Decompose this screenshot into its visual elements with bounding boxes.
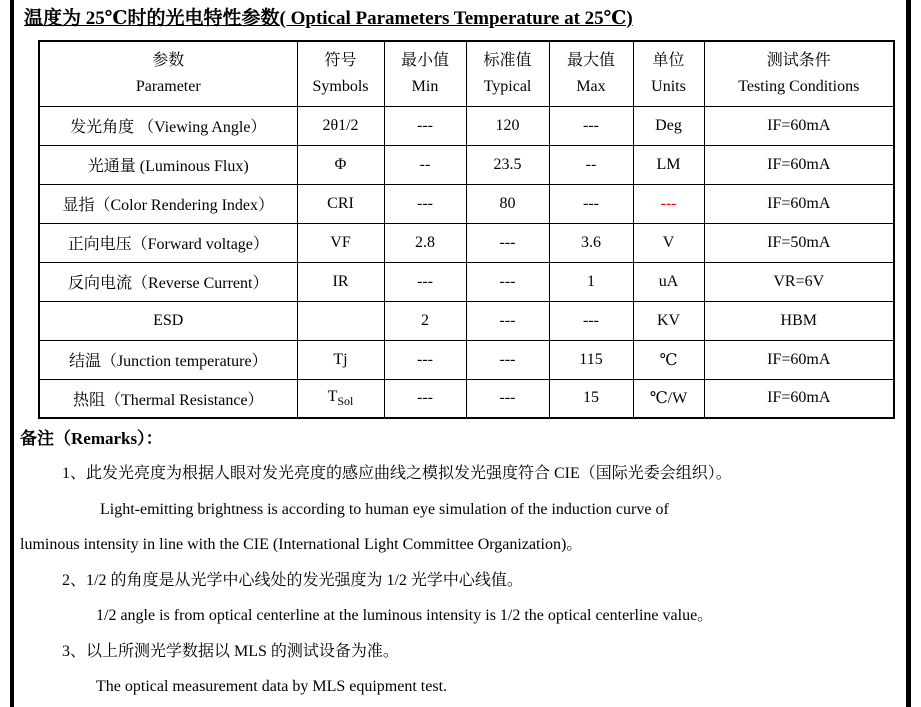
cell-symbol: VF <box>297 223 384 262</box>
column-header: 最小值 Min <box>384 41 466 106</box>
page-left-border <box>10 0 14 707</box>
table-row <box>39 301 894 340</box>
column-header: 参数 Parameter <box>39 41 297 106</box>
cell-symbol: IR <box>297 262 384 301</box>
cell-typical: --- <box>466 223 549 262</box>
remark-item-en: The optical measurement data by MLS equipment test. <box>96 678 448 695</box>
cell-typical: --- <box>466 340 549 379</box>
cell-units: Deg <box>633 106 704 145</box>
cell-units: uA <box>633 262 704 301</box>
remarks-heading: 备注（Remarks）： <box>20 429 163 448</box>
cell-conditions: HBM <box>704 301 894 340</box>
cell-symbol: Φ <box>297 145 384 184</box>
cell-typical: 80 <box>466 184 549 223</box>
cell-max: 15 <box>549 379 633 418</box>
column-header: 标准值 Typical <box>466 41 549 106</box>
remark-item-zh: 3、以上所测光学数据以 MLS 的测试设备为准。 <box>62 643 399 660</box>
cell-symbol: 2θ1/2 <box>297 106 384 145</box>
cell-min: 2 <box>384 301 466 340</box>
cell-max: --- <box>549 106 633 145</box>
cell-conditions: IF=60mA <box>704 184 894 223</box>
column-header: 单位 Units <box>633 41 704 106</box>
cell-symbol <box>297 301 384 340</box>
remark-item-en: luminous intensity in line with the CIE (International Light Committee Organization)。 <box>20 536 583 553</box>
cell-conditions: IF=60mA <box>704 379 894 418</box>
cell-parameter: 热阻（Thermal Resistance） <box>39 379 297 418</box>
page-title: 温度为 25℃时的光电特性参数( Optical Parameters Temperature at 25℃) <box>24 8 633 29</box>
cell-units: ℃ <box>633 340 704 379</box>
table-row <box>39 145 894 184</box>
remark-item-en: Light-emitting brightness is according to human eye simulation of the induction curve of <box>100 501 669 518</box>
table-header-row <box>39 41 894 106</box>
cell-units: ℃/W <box>633 379 704 418</box>
remark-item-en: 1/2 angle is from optical centerline at the luminous intensity is 1/2 the optical centerline value。 <box>96 607 714 624</box>
cell-typical: 120 <box>466 106 549 145</box>
cell-parameter: 光通量 (Luminous Flux) <box>39 145 297 184</box>
cell-parameter: 正向电压（Forward voltage） <box>39 223 297 262</box>
cell-min: --- <box>384 340 466 379</box>
cell-conditions: IF=50mA <box>704 223 894 262</box>
cell-units: KV <box>633 301 704 340</box>
cell-min: --- <box>384 379 466 418</box>
cell-symbol: $T_{Sol}$ <box>297 379 384 418</box>
cell-typical: --- <box>466 301 549 340</box>
cell-units: --- <box>633 184 704 223</box>
remark-item-zh: 2、1/2 的角度是从光学中心线处的发光强度为 1/2 光学中心线值。 <box>62 572 523 589</box>
table-row <box>39 262 894 301</box>
cell-max: --- <box>549 184 633 223</box>
column-header: 符号 Symbols <box>297 41 384 106</box>
column-header: 最大值 Max <box>549 41 633 106</box>
table-row <box>39 184 894 223</box>
table-body <box>39 106 894 418</box>
cell-parameter: 结温（Junction temperature） <box>39 340 297 379</box>
cell-parameter: 显指（Color Rendering Index） <box>39 184 297 223</box>
table-row <box>39 340 894 379</box>
cell-min: 2.8 <box>384 223 466 262</box>
cell-max: 1 <box>549 262 633 301</box>
page-right-border <box>906 0 911 707</box>
cell-min: --- <box>384 184 466 223</box>
table-row <box>39 223 894 262</box>
cell-max: -- <box>549 145 633 184</box>
cell-units: LM <box>633 145 704 184</box>
cell-conditions: IF=60mA <box>704 145 894 184</box>
cell-symbol: Tj <box>297 340 384 379</box>
cell-min: --- <box>384 262 466 301</box>
column-header: 测试条件 Testing Conditions <box>704 41 894 106</box>
remarks-list <box>20 463 900 698</box>
cell-conditions: IF=60mA <box>704 106 894 145</box>
cell-conditions: VR=6V <box>704 262 894 301</box>
cell-parameter: 反向电流（Reverse Current） <box>39 262 297 301</box>
cell-max: 115 <box>549 340 633 379</box>
table-row <box>39 106 894 145</box>
cell-units: V <box>633 223 704 262</box>
cell-max: 3.6 <box>549 223 633 262</box>
cell-typical: 23.5 <box>466 145 549 184</box>
remark-item-zh: 1、此发光亮度为根据人眼对发光亮度的感应曲线之模拟发光强度符合 CIE（国际光委会组织）。 <box>62 465 732 482</box>
cell-conditions: IF=60mA <box>704 340 894 379</box>
cell-parameter: ESD <box>39 301 297 340</box>
cell-typical: --- <box>466 379 549 418</box>
optical-parameters-table <box>38 40 895 419</box>
cell-symbol: CRI <box>297 184 384 223</box>
remarks-section <box>20 424 900 698</box>
cell-parameter: 发光角度 （Viewing Angle） <box>39 106 297 145</box>
cell-min: --- <box>384 106 466 145</box>
cell-max: --- <box>549 301 633 340</box>
cell-typical: --- <box>466 262 549 301</box>
table-row <box>39 379 894 418</box>
cell-min: -- <box>384 145 466 184</box>
